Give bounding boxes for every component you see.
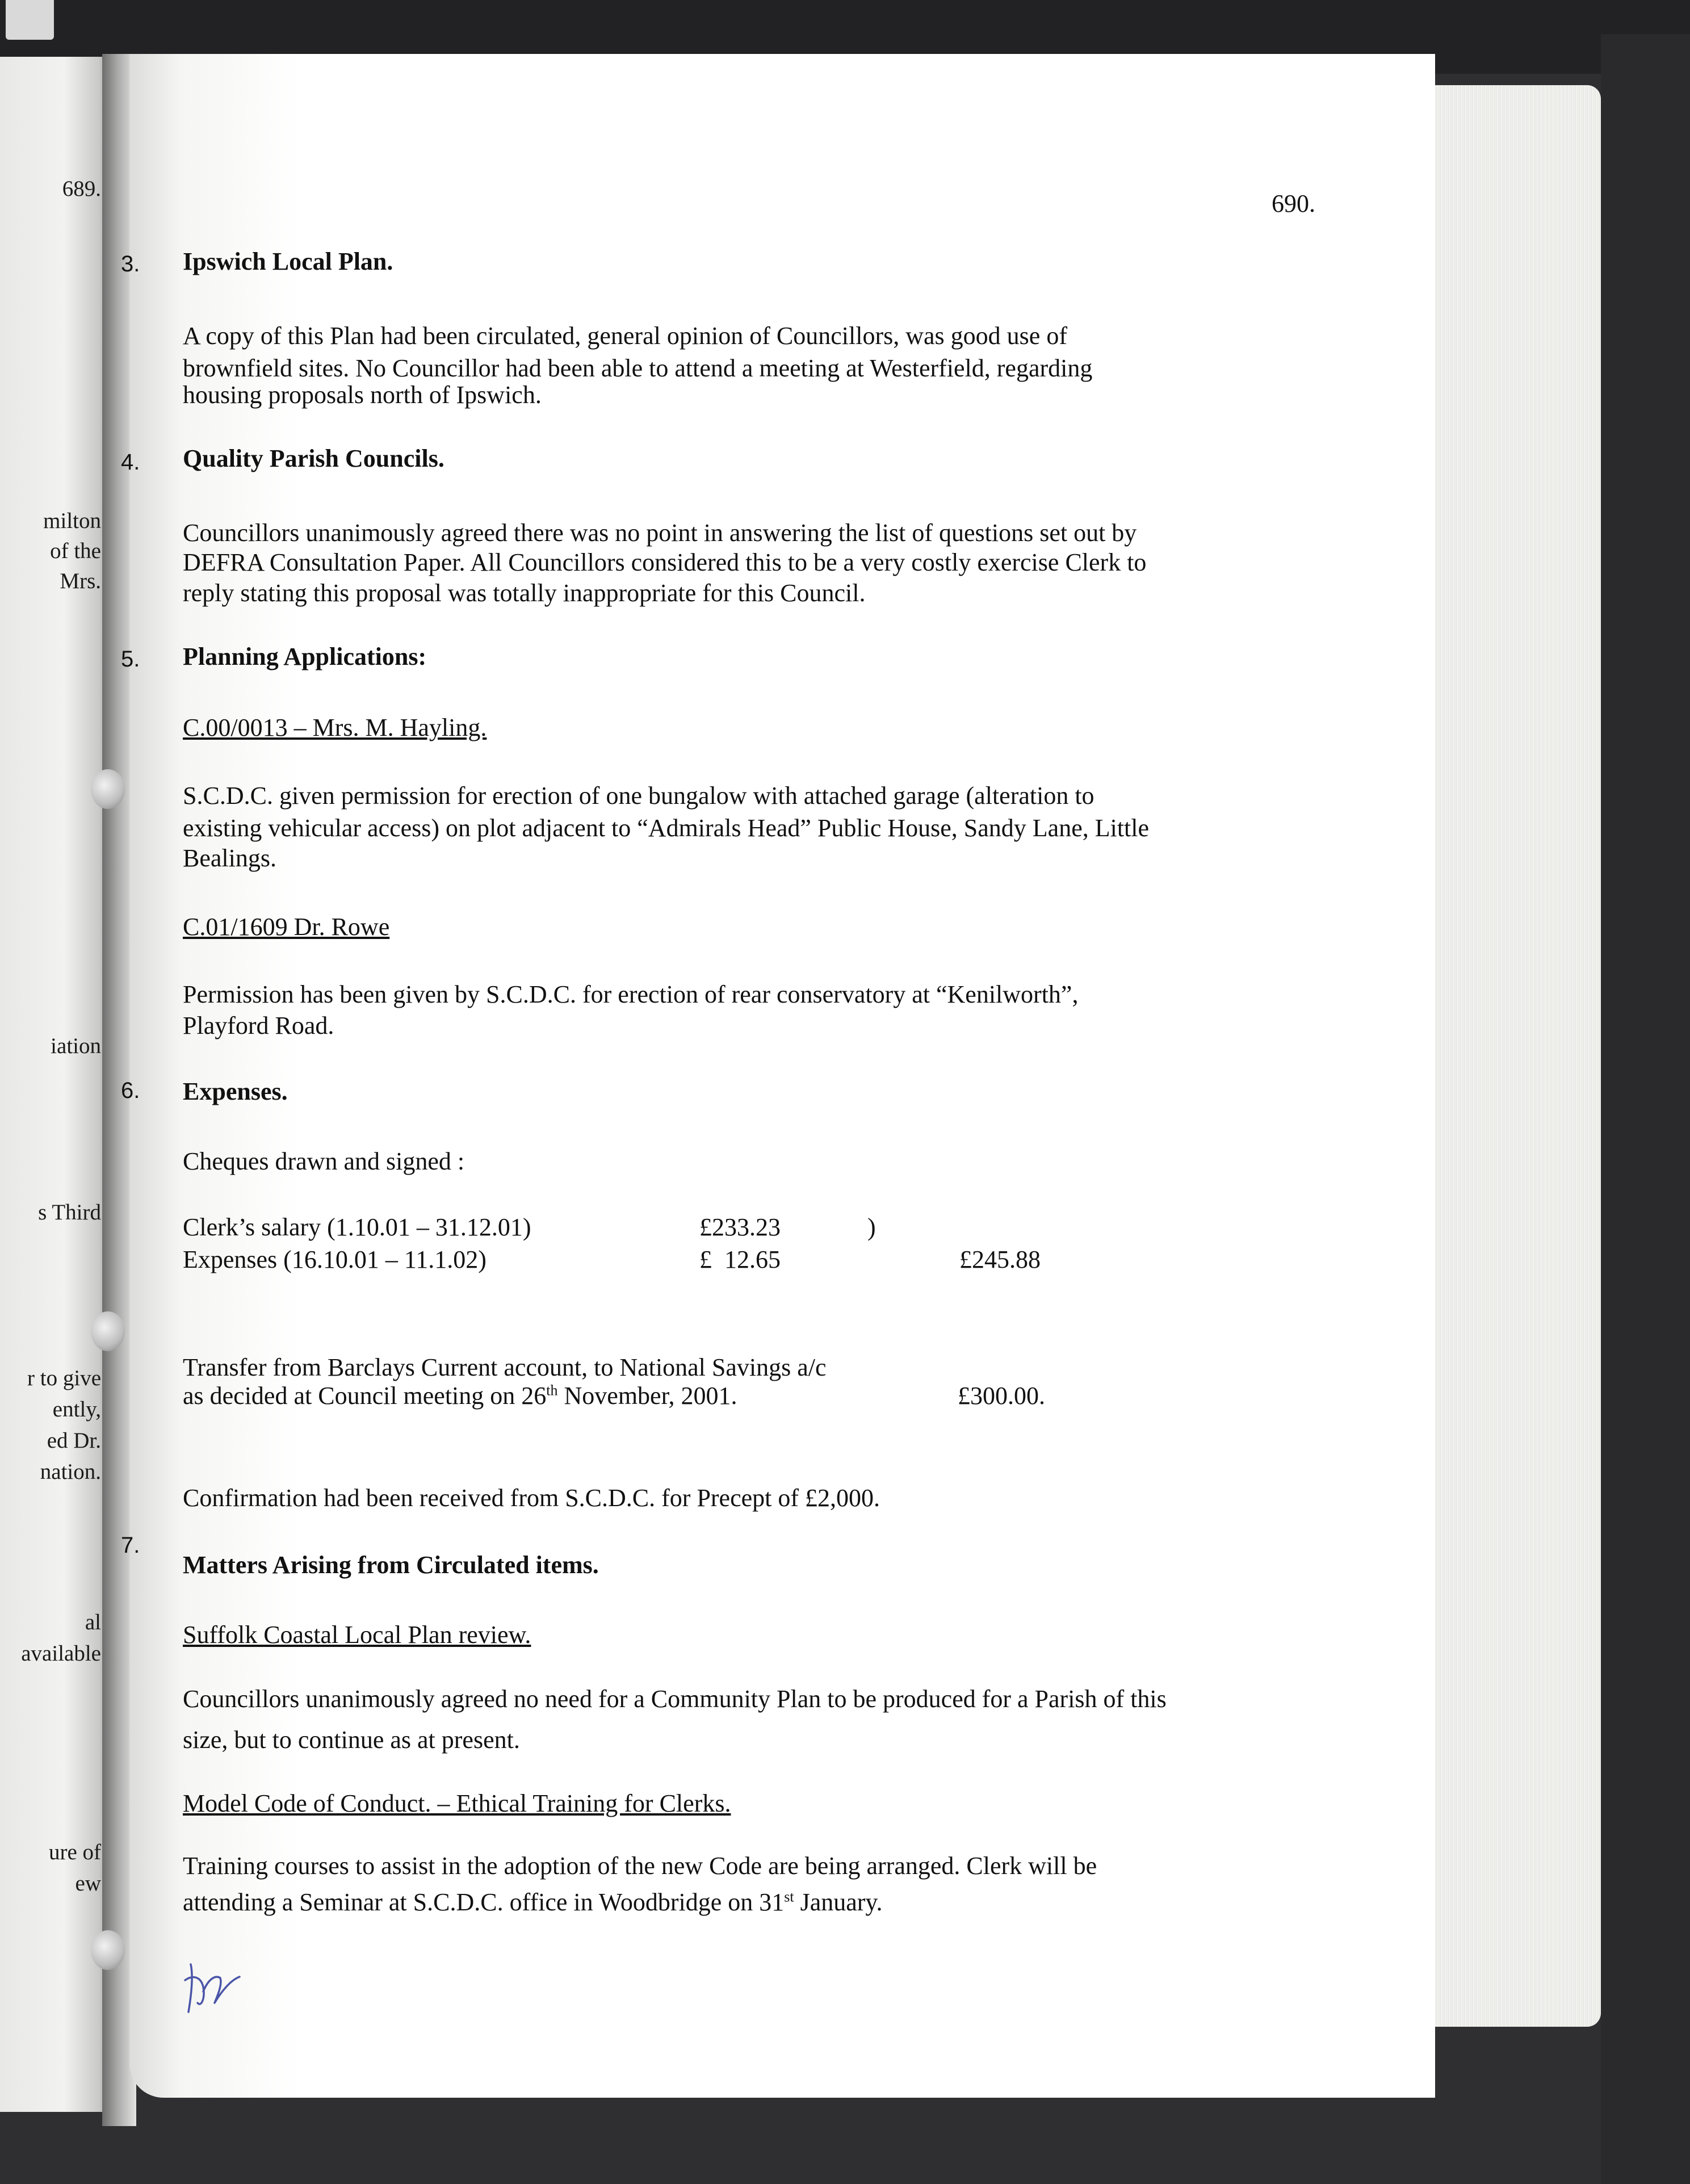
- left-page-number: 689.: [62, 177, 101, 201]
- paragraph-line: existing vehicular access) on plot adjacent to “Admirals Head” Public House, Sandy Lane, Little: [183, 814, 1150, 842]
- left-fragment: ed Dr.: [47, 1428, 101, 1453]
- section-number: 7.: [121, 1533, 140, 1558]
- expense-label: Clerk’s salary (1.10.01 – 31.12.01): [183, 1213, 531, 1241]
- section-number: 4.: [121, 450, 140, 475]
- transfer-text: November, 2001.: [557, 1382, 737, 1410]
- left-fragment: Mrs.: [60, 569, 101, 593]
- left-fragment: ure of: [48, 1840, 101, 1864]
- paragraph-line: S.C.D.C. given permission for erection of one bungalow with attached garage (alteration to: [183, 782, 1094, 810]
- seminar-text: attending a Seminar at S.C.D.C. office in Woodbridge on 31: [183, 1888, 785, 1916]
- left-fragment: r to give: [27, 1366, 101, 1390]
- paragraph-line: Permission has been given by S.C.D.C. for erection of rear conservatory at “Kenilworth”,: [183, 980, 1079, 1008]
- cheques-intro: Cheques drawn and signed :: [183, 1147, 465, 1175]
- section-heading: Matters Arising from Circulated items.: [183, 1551, 599, 1579]
- transfer-amount: £300.00.: [958, 1382, 1045, 1410]
- paragraph-line: size, but to continue as at present.: [183, 1726, 520, 1754]
- paragraph-line: brownfield sites. No Councillor had been able to attend a meeting at Westerfield, regarding: [183, 354, 1093, 382]
- precept-confirmation: Confirmation had been received from S.C.D.C. for Precept of £2,000.: [183, 1484, 880, 1512]
- left-fragment: milton: [43, 509, 101, 533]
- section-number: 6.: [121, 1078, 140, 1103]
- transfer-line: [183, 1380, 737, 1412]
- left-fragment: available: [21, 1641, 101, 1666]
- left-fragment: of the: [50, 539, 101, 563]
- ordinal-suffix: st: [784, 1888, 794, 1905]
- transfer-line: Transfer from Barclays Current account, to National Savings a/c: [183, 1353, 827, 1381]
- paragraph-line: Councillors unanimously agreed there was no point in answering the list of questions set out by: [183, 519, 1137, 547]
- section-number: 3.: [121, 251, 140, 276]
- sub-item-title: Suffolk Coastal Local Plan review.: [183, 1621, 531, 1649]
- page-number: 690.: [1272, 190, 1315, 217]
- section-heading: Quality Parish Councils.: [183, 445, 444, 472]
- expense-amount: £233.23: [699, 1213, 781, 1241]
- section-heading: Planning Applications:: [183, 643, 427, 670]
- paragraph-line: reply stating this proposal was totally inappropriate for this Council.: [183, 579, 866, 607]
- application-reference: C.01/1609 Dr. Rowe: [183, 913, 390, 941]
- section-number: 5.: [121, 647, 140, 672]
- paragraph-line: A copy of this Plan had been circulated, general opinion of Councillors, was good use of: [183, 322, 1067, 350]
- left-fragment: al: [85, 1610, 101, 1634]
- expense-amount: £ 12.65: [699, 1246, 781, 1273]
- paragraph-line: Playford Road.: [183, 1012, 334, 1039]
- application-reference: C.00/0013 – Mrs. M. Hayling.: [183, 714, 487, 741]
- paragraph-line: housing proposals north of Ipswich.: [183, 381, 542, 409]
- handwritten-initials: [181, 1957, 249, 2020]
- paragraph-line: DEFRA Consultation Paper. All Councillors considered this to be a very costly exercise Clerk to: [183, 548, 1147, 576]
- paragraph-line: Bealings.: [183, 844, 276, 872]
- seminar-text: January.: [794, 1888, 883, 1916]
- section-heading: Expenses.: [183, 1078, 288, 1105]
- left-fragment: iation: [51, 1034, 101, 1058]
- left-fragment: nation.: [40, 1460, 101, 1484]
- expense-total: £245.88: [959, 1246, 1041, 1273]
- expense-bracket: ): [867, 1213, 876, 1241]
- paragraph-line: Training courses to assist in the adoption of the new Code are being arranged. Clerk will be: [183, 1852, 1097, 1880]
- left-fragment: s Third: [38, 1200, 101, 1225]
- left-fragment: ently,: [52, 1397, 101, 1422]
- transfer-text: as decided at Council meeting on 26: [183, 1382, 547, 1410]
- expense-label: Expenses (16.10.01 – 11.1.02): [183, 1246, 487, 1273]
- sub-item-title: Model Code of Conduct. – Ethical Training for Clerks.: [183, 1789, 731, 1817]
- section-heading: Ipswich Local Plan.: [183, 248, 393, 275]
- ordinal-suffix: th: [546, 1382, 558, 1399]
- paragraph-line: Councillors unanimously agreed no need for a Community Plan to be produced for a Parish of this: [183, 1685, 1167, 1713]
- paragraph-line: [183, 1886, 883, 1918]
- left-fragment: ew: [75, 1871, 101, 1896]
